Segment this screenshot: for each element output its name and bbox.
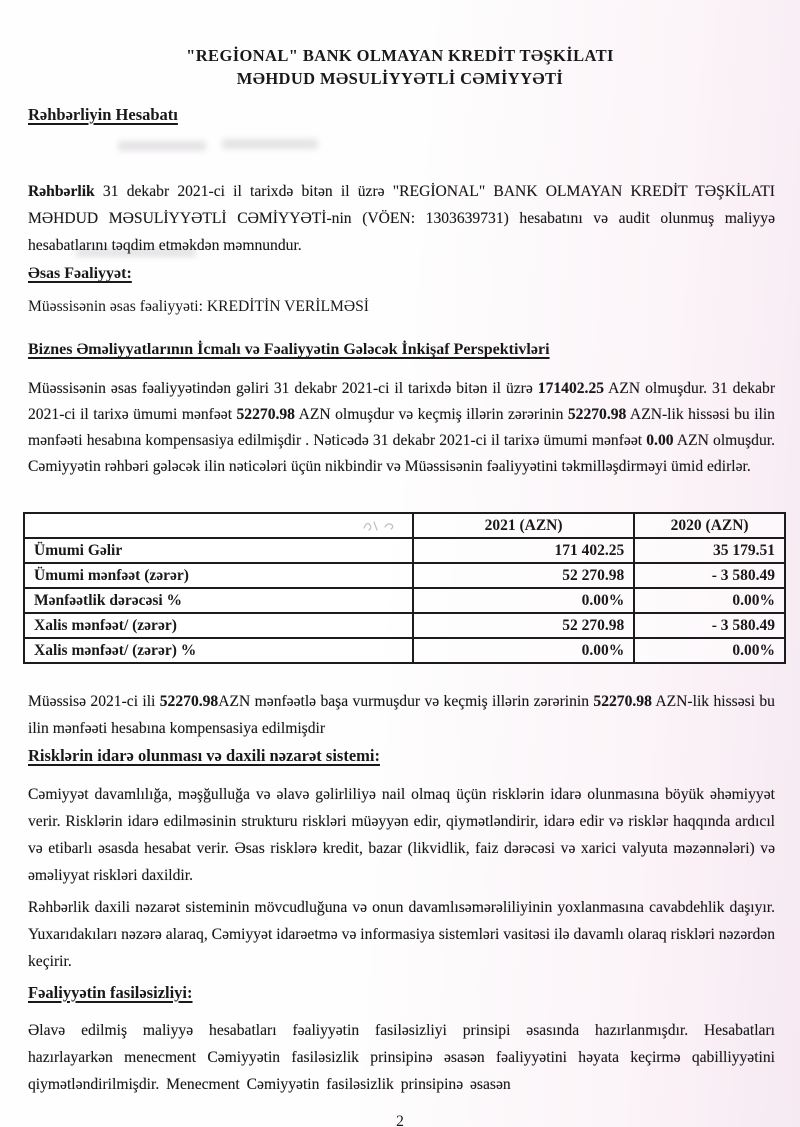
text-segment: AZN olmuşdur və keçmiş illərin zərərinin [294, 406, 568, 423]
document-title-line-1: "REGİONAL" BANK OLMAYAN KREDİT TƏŞKİLATI [186, 46, 614, 65]
main-activity-line: Müəssisənin əsas fəaliyyəti: KREDİTİN VERİLMƏSİ [28, 298, 369, 315]
text-segment: Rəhbərlik [28, 183, 95, 200]
document-title-line-2: MƏHDUD MƏSULİYYƏTLİ CƏMİYYƏTİ [236, 69, 564, 88]
text-segment: 52270.98 [567, 406, 627, 423]
value-2020: 0.00% [634, 638, 785, 663]
text-segment: 52270.98 [593, 693, 652, 710]
paragraph-after-table [28, 688, 775, 742]
table-header-2021: 2021 (AZN) [413, 513, 634, 538]
paragraph-going-concern: Əlavə edilmiş maliyyə hesabatları fəaliyyətin fasiləsizliyi prinsipi əsasında hazırlanmışdır. Hesabatları hazırlayarkən menecment Cəmiyyətin fasiləsizlik prinsipinə əsasən fəaliyyətini həyata keçirmə qabilliyyətini qiymətləndirilmişdir. Menecment Cəmiyyətin fasiləsizlik prinsipinə əsasən [28, 1022, 775, 1093]
bleed-through-artifact [118, 141, 206, 151]
financial-summary-table [23, 512, 786, 664]
text-segment: 31 dekabr 2021-ci il tarixdə bitən il üzrə "REGİONAL" BANK OLMAYAN KREDİT TƏŞKİLATI MƏHDUD MƏSULİYYƏTLİ CƏMİYYƏTİ-nin (VÖEN: 1303639731) hesabatını və audit olunmuş maliyyə hesabatlarını təqdim etməkdən məmnundur. [28, 183, 775, 254]
paragraph-business-overview [28, 376, 775, 480]
document-title [0, 44, 800, 90]
value-2021: 52 270.98 [413, 563, 634, 588]
table-row-net-profit-pct [24, 638, 785, 663]
text-segment: 52270.98 [159, 693, 219, 710]
table-header-2020: 2020 (AZN) [634, 513, 785, 538]
heading-main-activity: Əsas Fəaliyyət: [28, 265, 132, 282]
paragraph-risk-2: Rəhbərlik daxili nəzarət sisteminin mövcudluğuna və onun davamlısəmərəliliyinin yoxlanmasına cavabdehlik daşıyır. Yuxarıdakıları nəzərə alaraq, Cəmiyyət idarəetmə və informasiya sistemləri vasitəsi ilə davamlı olaraq riskləri nəzərdən keçirir. [28, 899, 775, 970]
text-segment: AZN mənfəətlə başa vurmuşdur və keçmiş illərin zərərinin [218, 693, 594, 710]
row-label: Mənfəətlik dərəcəsi % [24, 588, 413, 613]
value-2021: 52 270.98 [413, 613, 634, 638]
heading-risk-management: Risklərin idarə olunması və daxili nəzarət sistemi: [28, 746, 380, 765]
value-2020: - 3 580.49 [634, 613, 785, 638]
text-segment: AZN-lik hissəsi bu ilin mənfəəti hesabına kompensasiya edilmişdir [28, 693, 775, 737]
row-label: Ümumi mənfəət (zərər) [24, 563, 413, 588]
text-segment: 171402.25 [537, 380, 605, 397]
text-segment: AZN-lik hissəsi bu ilin mənfəəti hesabına kompensasiya edilmişdir . Nəticədə 31 dekabr 2021-ci il tarixə ümumi mənfəət [28, 406, 775, 449]
table-row-total-income [24, 538, 785, 563]
value-2021: 0.00% [413, 588, 634, 613]
table-row-net-profit [24, 613, 785, 638]
heading-management-report: Rəhbərliyin Hesabatı [28, 105, 178, 124]
value-2021: 171 402.25 [413, 538, 634, 563]
row-label: Xalis mənfəət/ (zərər) % [24, 638, 413, 663]
text-segment: AZN olmuşdur. 31 dekabr 2021-ci il tarixə ümumi mənfəət [28, 380, 776, 423]
page-number: 2 [396, 1113, 404, 1127]
text-segment: Müəssisənin əsas fəaliyyətindən gəliri 31 dekabr 2021-ci il tarixdə bitən il üzrə [28, 380, 538, 397]
handwritten-mark-icon [358, 518, 398, 534]
heading-business-overview: Biznes Əməliyyatlarının İcmalı və Fəaliyyətin Gələcək İnkişaf Perspektivləri [28, 341, 550, 358]
table-header-empty [24, 513, 413, 538]
text-segment: 52270.98 [236, 406, 295, 423]
text-segment: AZN olmuşdur. Cəmiyyətin rəhbəri gələcək ilin nəticələri üçün nikbindir və Müəssisənin fəaliyyətini təkmilləşdirməyi ümid edirlər. [28, 432, 775, 475]
row-label: Ümumi Gəlir [24, 538, 413, 563]
value-2020: 35 179.51 [634, 538, 785, 563]
heading-going-concern: Fəaliyyətin fasiləsizliyi: [28, 983, 193, 1002]
table-row-profitability [24, 588, 785, 613]
value-2021: 0.00% [413, 638, 634, 663]
bleed-through-artifact [222, 139, 318, 149]
table-row-gross-profit [24, 563, 785, 588]
value-2020: 0.00% [634, 588, 785, 613]
text-segment: Müəssisə 2021-ci ili [28, 693, 160, 710]
value-2020: - 3 580.49 [634, 563, 785, 588]
paragraph-risk-1: Cəmiyyət davamlılığa, məşğulluğa və əlavə gəlirliliyə nail olmaq üçün risklərin idarə olunmasına böyük əhəmiyyət verir. Risklərin idarə edilməsinin strukturu riskləri müəyyən edir, qiymətləndirir, idarə edir və risklər haqqında ardıcıl və etibarlı əsasda hesabat verir. Əsas risklərə kredit, bazar (likvidlik, faiz dərəcəsi və xarici valyuta məzənnələri) və əməliyyat riskləri daxildir. [28, 786, 775, 884]
row-label: Xalis mənfəət/ (zərər) [24, 613, 413, 638]
text-segment: 0.00 [646, 432, 674, 449]
paragraph-intro [28, 178, 775, 259]
table-header-row [24, 513, 785, 538]
